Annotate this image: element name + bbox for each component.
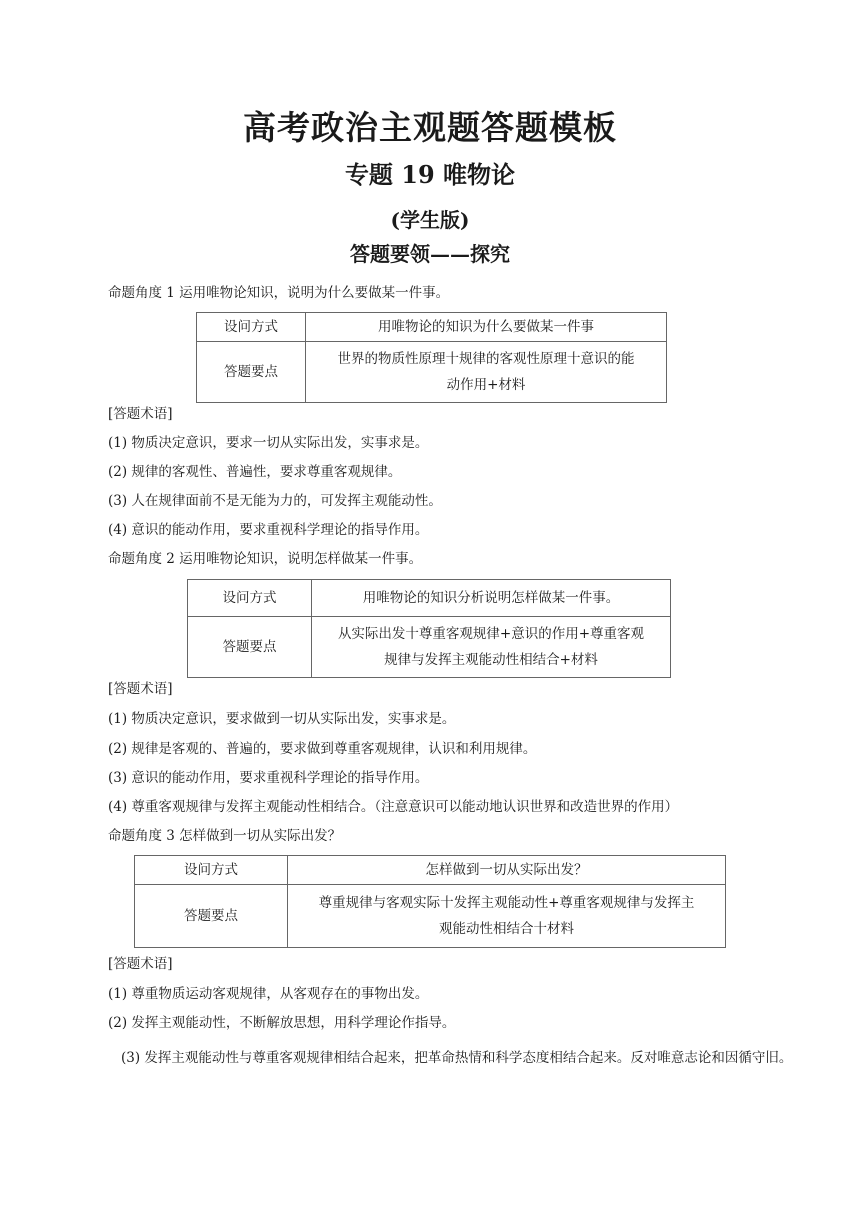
angle3-row1-label: 设问方式 xyxy=(135,856,288,885)
angle1-heading: 命题角度 1 运用唯物论知识，说明为什么要做某一件事。 xyxy=(108,285,450,301)
angle1-term: (2) 规律的客观性、普遍性，要求尊重客观规律。 xyxy=(108,464,402,480)
angle3-table xyxy=(134,855,726,948)
angle1-term: (4) 意识的能动作用，要求重视科学理论的指导作用。 xyxy=(108,522,429,538)
angle3-row2-value xyxy=(288,885,726,948)
angle2-table xyxy=(187,579,671,678)
angle3-terms-label: [答题术语] xyxy=(108,956,173,972)
angle3-heading: 命题角度 3 怎样做到一切从实际出发？ xyxy=(108,828,342,844)
angle1-row2-line2: 动作用+材料 xyxy=(446,377,526,393)
angle2-row2-line2: 规律与发挥主观能动性相结合+材料 xyxy=(384,652,598,668)
angle3-term: (3) 发挥主观能动性与尊重客观规律相结合起来，把革命热情和科学态度相结合起来。反对唯意志论和因循守旧。 xyxy=(121,1050,793,1066)
section-title: 答题要领——探究 xyxy=(350,242,510,266)
angle2-term: (1) 物质决定意识，要求做到一切从实际出发，实事求是。 xyxy=(108,711,456,727)
angle2-row2-line1: 从实际出发十尊重客观规律+意识的作用+尊重客观 xyxy=(337,626,645,642)
angle2-term: (2) 规律是客观的、普遍的，要求做到尊重客观规律，认识和利用规律。 xyxy=(108,741,537,757)
angle3-row2-line1: 尊重规律与客观实际十发挥主观能动性+尊重客观规律与发挥主 xyxy=(318,895,695,911)
angle1-row2-value xyxy=(306,342,667,403)
angle1-term: (3) 人在规律面前不是无能为力的，可发挥主观能动性。 xyxy=(108,493,442,509)
angle3-row2-line2: 观能动性相结合十材料 xyxy=(439,921,574,937)
angle2-row2-value xyxy=(312,617,671,678)
angle2-row2-label: 答题要点 xyxy=(188,617,312,678)
angle3-row1-value: 怎样做到一切从实际出发？ xyxy=(288,856,726,885)
angle3-term: (1) 尊重物质运动客观规律，从客观存在的事物出发。 xyxy=(108,986,429,1002)
angle1-row2-line1: 世界的物质性原理十规律的客观性原理十意识的能 xyxy=(337,351,635,367)
angle1-row2-label: 答题要点 xyxy=(197,342,306,403)
angle3-row2-label: 答题要点 xyxy=(135,885,288,948)
edition-label: (学生版) xyxy=(390,208,470,232)
angle1-term: (1) 物质决定意识，要求一切从实际出发，实事求是。 xyxy=(108,435,429,451)
angle2-row1-value: 用唯物论的知识分析说明怎样做某一件事。 xyxy=(312,580,671,617)
document-title: 高考政治主观题答题模板 xyxy=(243,108,617,147)
angle1-table xyxy=(196,312,667,403)
angle2-term: (4) 尊重客观规律与发挥主观能动性相结合。（注意意识可以能动地认识世界和改造世界的作用） xyxy=(108,799,679,815)
angle1-row1-label: 设问方式 xyxy=(197,313,306,342)
angle2-row1-label: 设问方式 xyxy=(188,580,312,617)
angle1-terms-label: [答题术语] xyxy=(108,406,173,422)
document-subtitle: 专题 19 唯物论 xyxy=(344,160,516,189)
angle3-term: (2) 发挥主观能动性，不断解放思想，用科学理论作指导。 xyxy=(108,1015,456,1031)
angle2-heading: 命题角度 2 运用唯物论知识，说明怎样做某一件事。 xyxy=(108,551,423,567)
angle2-term: (3) 意识的能动作用，要求重视科学理论的指导作用。 xyxy=(108,770,429,786)
angle1-row1-value: 用唯物论的知识为什么要做某一件事 xyxy=(306,313,667,342)
angle2-terms-label: [答题术语] xyxy=(108,681,173,697)
